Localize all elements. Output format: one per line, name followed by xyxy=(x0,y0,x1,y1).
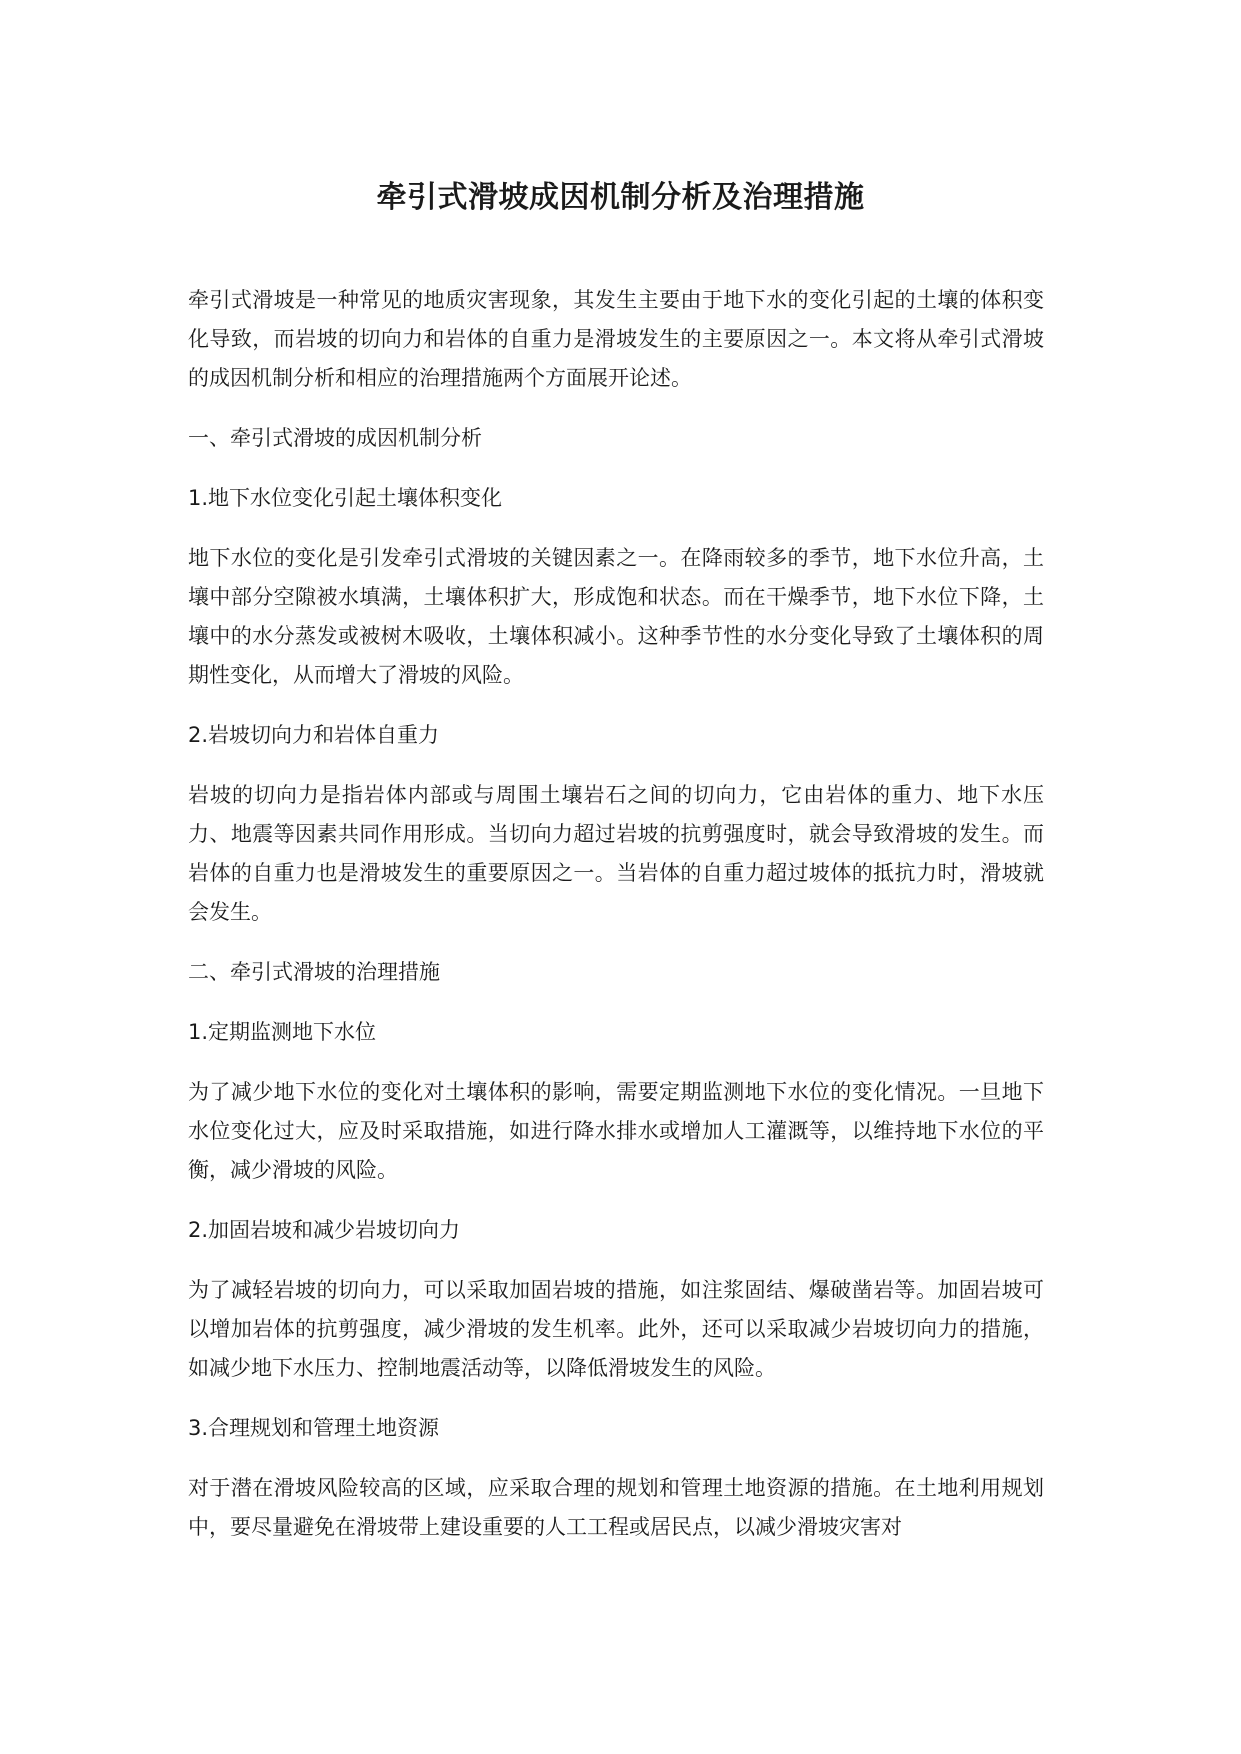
section-2-heading: 二、牵引式滑坡的治理措施 xyxy=(188,960,440,984)
document-body xyxy=(188,281,1044,1568)
section-2-2-heading: 2.加固岩坡和减少岩坡切向力 xyxy=(188,1218,461,1242)
section-1-2-heading: 2.岩坡切向力和岩体自重力 xyxy=(188,723,440,747)
document-title: 牵引式滑坡成因机制分析及治理措施 xyxy=(376,180,865,215)
section-1-heading: 一、牵引式滑坡的成因机制分析 xyxy=(188,426,482,450)
section-2-1-heading: 1.定期监测地下水位 xyxy=(188,1020,377,1044)
section-2-1-paragraph: 为了减少地下水位的变化对土壤体积的影响，需要定期监测地下水位的变化情况。一旦地下水位变化过大，应及时采取措施，如进行降水排水或增加人工灌溉等，以维持地下水位的平衡，减少滑坡的风险。 xyxy=(188,1080,1044,1182)
section-2-3-paragraph: 对于潜在滑坡风险较高的区域，应采取合理的规划和管理土地资源的措施。在土地利用规划中，要尽量避免在滑坡带上建设重要的人工工程或居民点，以减少滑坡灾害对 xyxy=(188,1476,1044,1539)
section-1-2-paragraph: 岩坡的切向力是指岩体内部或与周围土壤岩石之间的切向力，它由岩体的重力、地下水压力、地震等因素共同作用形成。当切向力超过岩坡的抗剪强度时，就会导致滑坡的发生。而岩体的自重力也是滑坡发生的重要原因之一。当岩体的自重力超过坡体的抵抗力时，滑坡就会发生。 xyxy=(188,783,1044,924)
section-2-2-paragraph: 为了减轻岩坡的切向力，可以采取加固岩坡的措施，如注浆固结、爆破凿岩等。加固岩坡可以增加岩体的抗剪强度，减少滑坡的发生机率。此外，还可以采取减少岩坡切向力的措施，如减少地下水压力、控制地震活动等，以降低滑坡发生的风险。 xyxy=(188,1278,1044,1380)
section-1-1-heading: 1.地下水位变化引起土壤体积变化 xyxy=(188,486,503,510)
section-1-1-paragraph: 地下水位的变化是引发牵引式滑坡的关键因素之一。在降雨较多的季节，地下水位升高，土壤中部分空隙被水填满，土壤体积扩大，形成饱和状态。而在干燥季节，地下水位下降，土壤中的水分蒸发或被树木吸收，土壤体积减小。这种季节性的水分变化导致了土壤体积的周期性变化，从而增大了滑坡的风险。 xyxy=(188,546,1044,687)
intro-paragraph: 牵引式滑坡是一种常见的地质灾害现象，其发生主要由于地下水的变化引起的土壤的体积变化导致，而岩坡的切向力和岩体的自重力是滑坡发生的主要原因之一。本文将从牵引式滑坡的成因机制分析和相应的治理措施两个方面展开论述。 xyxy=(188,288,1044,390)
section-2-3-heading: 3.合理规划和管理土地资源 xyxy=(188,1416,440,1440)
